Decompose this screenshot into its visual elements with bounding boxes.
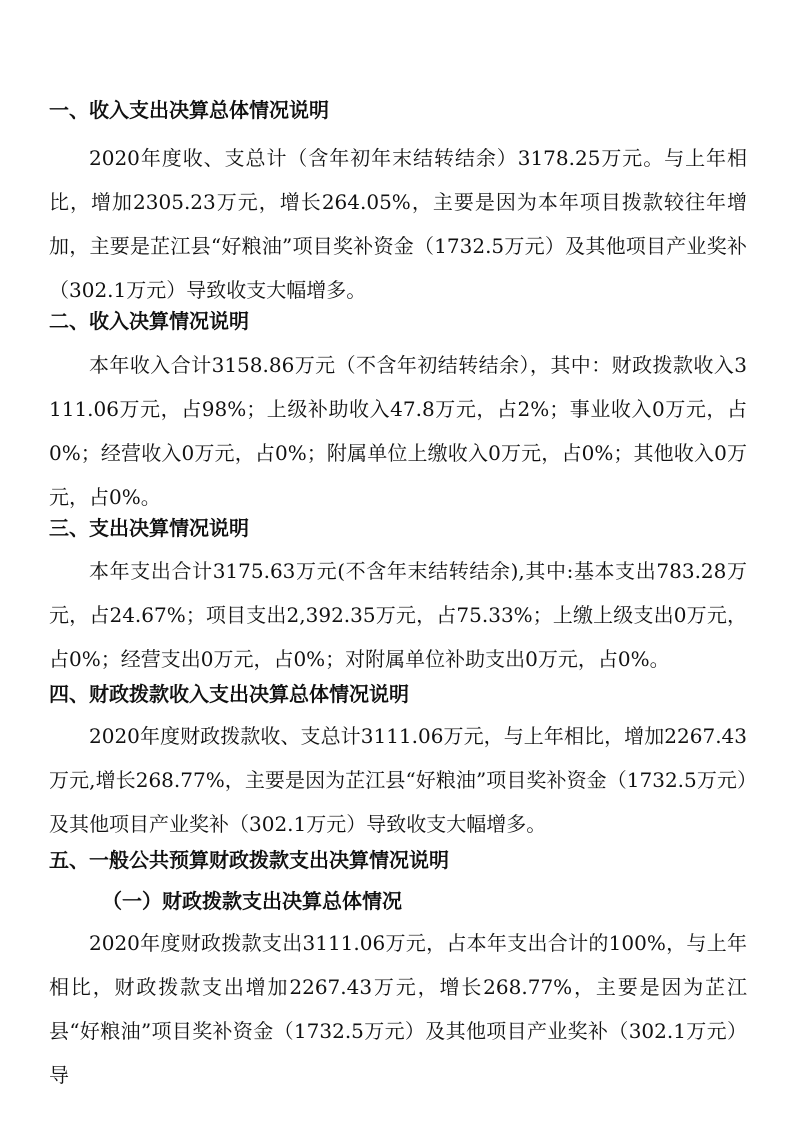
section-heading-4: 四、财政拨款收入支出决算总体情况说明 [49, 682, 409, 706]
section-body-4 [49, 714, 747, 846]
section-paragraph-3: 本年支出合计3175.63万元(不含年末结转结余),其中:基本支出783.28万元，占24.67%；项目支出2,392.35万元，占75.33%；上缴上级支出0万元，占0%；经营支出0万元，占0%；对附属单位补助支出0万元，占0%。 [49, 559, 747, 671]
section-heading-1: 一、收入支出决算总体情况说明 [49, 98, 329, 122]
section-paragraph-5: 2020年度财政拨款支出3111.06万元，占本年支出合计的100%，与上年相比，财政拨款支出增加2267.43万元，增长268.77%，主要是因为芷江县“好粮油”项目奖补资金（1732.5万元）及其他项目产业奖补（302.1万元）导 [49, 931, 747, 1087]
section-paragraph-4: 2020年度财政拨款收、支总计3111.06万元，与上年相比，增加2267.43万元,增长268.77%，主要是因为芷江县“好粮油”项目奖补资金（1732.5万元）及其他项目产业奖补（302.1万元）导致收支大幅增多。 [49, 724, 747, 836]
section-paragraph-1: 2020年度收、支总计（含年初年末结转结余）3178.25万元。与上年相比，增加2305.23万元，增长264.05%，主要是因为本年项目拨款较往年增加，主要是芷江县“好粮油”项目奖补资金（1732.5万元）及其他项目产业奖补（302.1万元）导致收支大幅增多。 [49, 146, 747, 302]
section-heading-2: 二、收入决算情况说明 [49, 309, 249, 333]
section-body-5 [49, 921, 747, 1097]
section-body-2 [49, 343, 747, 519]
section-paragraph-2: 本年收入合计3158.86万元（不含年初结转结余），其中：财政拨款收入3111.06万元，占98%；上级补助收入47.8万元，占2%；事业收入0万元，占0%；经营收入0万元，占0%；附属单位上缴收入0万元，占0%；其他收入0万元，占0%。 [49, 353, 747, 509]
section-body-3 [49, 549, 747, 681]
section-heading-3: 三、支出决算情况说明 [49, 516, 249, 540]
section-subheading-5-1: （一）财政拨款支出决算总体情况 [102, 889, 402, 913]
section-body-1 [49, 136, 747, 312]
section-heading-5: 五、一般公共预算财政拨款支出决算情况说明 [49, 848, 449, 872]
